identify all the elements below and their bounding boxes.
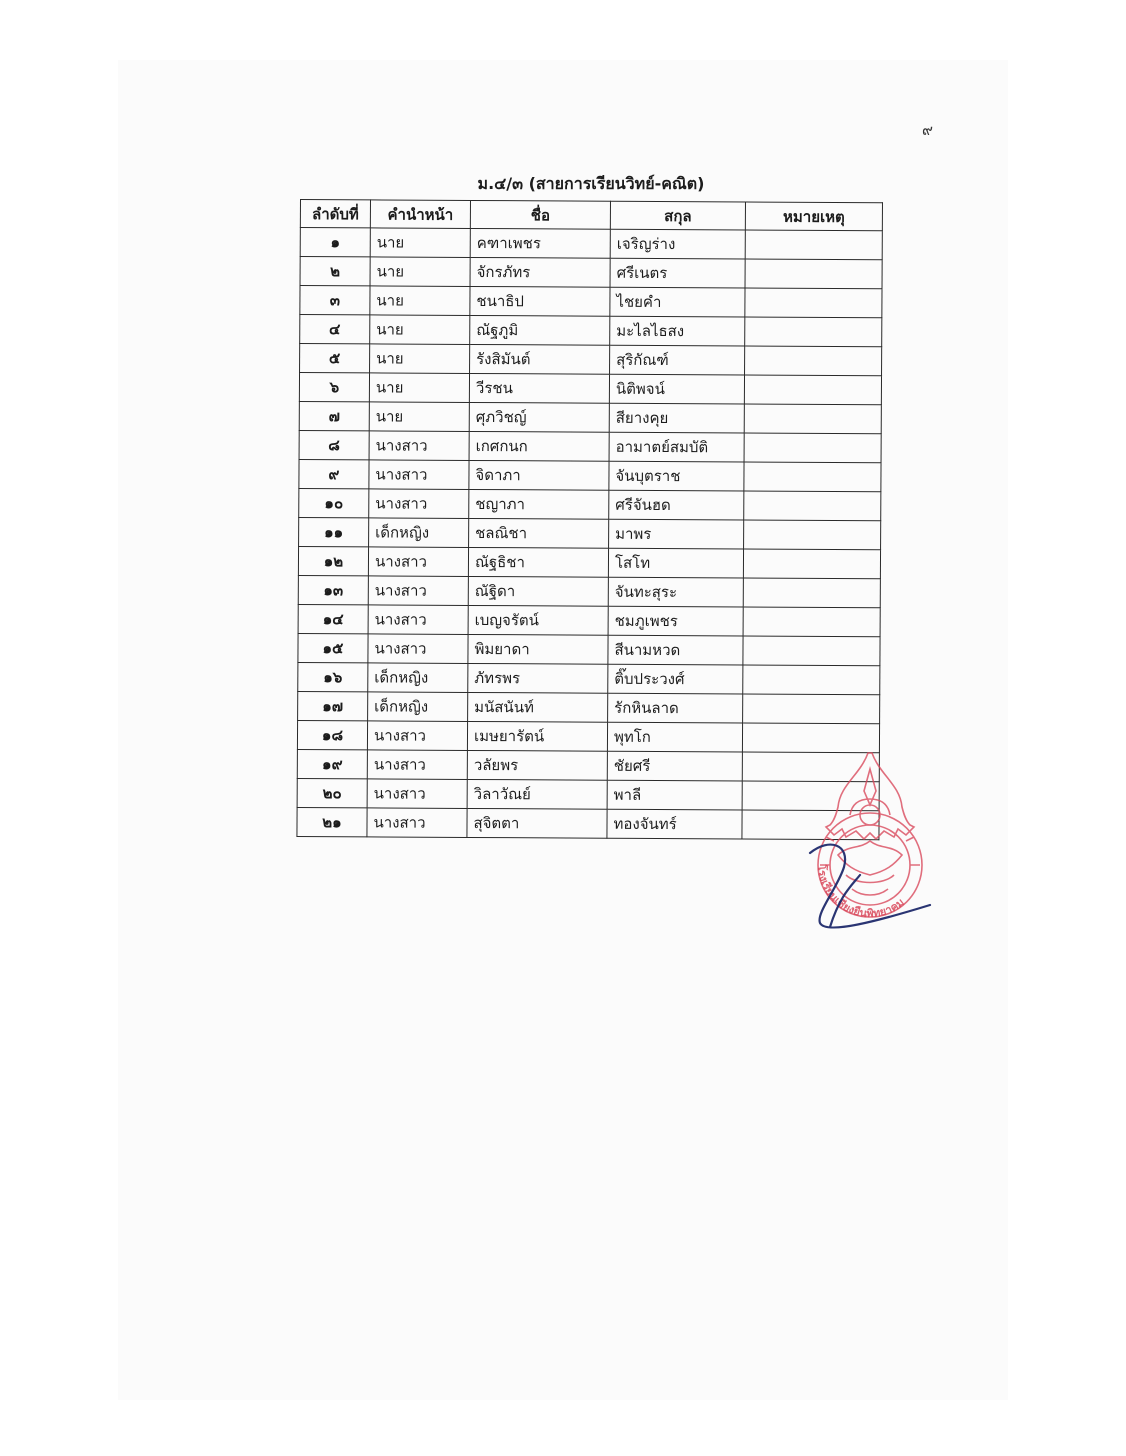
table-row bbox=[300, 257, 882, 289]
row-remarks bbox=[743, 607, 880, 637]
table-row bbox=[298, 691, 880, 723]
row-remarks bbox=[743, 549, 880, 579]
row-prefix: นางสาว bbox=[369, 431, 469, 461]
row-order-number: ๔ bbox=[300, 315, 370, 344]
row-order-number: ๑๘ bbox=[297, 720, 367, 749]
row-order-number: ๒๑ bbox=[297, 807, 367, 836]
row-last-name: ชมภูเพชร bbox=[608, 606, 743, 636]
row-prefix: นางสาว bbox=[368, 634, 468, 664]
header-order: ลำดับที่ bbox=[300, 200, 370, 228]
row-first-name: ณัฐิดา bbox=[468, 576, 608, 606]
row-order-number: ๖ bbox=[299, 373, 369, 402]
row-first-name: วิลาวัณย์ bbox=[467, 779, 607, 809]
row-order-number: ๕ bbox=[300, 344, 370, 373]
row-first-name: จิดาภา bbox=[469, 460, 609, 490]
row-remarks bbox=[745, 317, 882, 347]
table-header-row bbox=[300, 200, 882, 231]
row-prefix: นาย bbox=[370, 286, 470, 316]
row-prefix: นางสาว bbox=[368, 605, 468, 635]
row-remarks bbox=[745, 346, 882, 376]
row-prefix: นางสาว bbox=[367, 808, 467, 838]
row-first-name: วลัยพร bbox=[467, 750, 607, 780]
row-prefix: นาย bbox=[370, 315, 470, 345]
row-first-name: ชนาธิป bbox=[470, 286, 610, 316]
row-first-name: เมษยารัตน์ bbox=[467, 721, 607, 751]
row-remarks bbox=[745, 230, 882, 260]
row-first-name: ชลณิชา bbox=[469, 518, 609, 548]
table-row bbox=[299, 517, 881, 549]
table-row bbox=[298, 546, 880, 578]
header-first-name: ชื่อ bbox=[470, 200, 610, 229]
row-prefix: เด็กหญิง bbox=[368, 692, 468, 722]
row-last-name: จันทะสุระ bbox=[608, 577, 743, 607]
row-remarks bbox=[743, 636, 880, 666]
row-first-name: จักรภัทร bbox=[470, 257, 610, 287]
row-last-name: เจริญร่าง bbox=[610, 229, 745, 259]
row-prefix: นาย bbox=[370, 257, 470, 287]
table-row bbox=[299, 430, 881, 462]
row-last-name: สุริกัณฑ์ bbox=[610, 345, 745, 375]
row-prefix: นางสาว bbox=[369, 489, 469, 519]
table-row bbox=[298, 662, 880, 694]
row-order-number: ๑๒ bbox=[298, 546, 368, 575]
row-last-name: พุทโก bbox=[607, 722, 742, 752]
row-first-name: ศุภวิชญ์ bbox=[469, 402, 609, 432]
row-remarks bbox=[743, 665, 880, 695]
row-prefix: นางสาว bbox=[367, 779, 467, 809]
row-order-number: ๑๐ bbox=[299, 488, 369, 517]
row-order-number: ๒ bbox=[300, 257, 370, 286]
row-first-name: รังสิมันต์ bbox=[470, 344, 610, 374]
table-row bbox=[300, 228, 882, 260]
row-prefix: เด็กหญิง bbox=[368, 663, 468, 693]
row-last-name: ไชยคำ bbox=[610, 287, 745, 317]
row-first-name: ชญาภา bbox=[469, 489, 609, 519]
row-order-number: ๙ bbox=[299, 459, 369, 488]
table-row bbox=[298, 604, 880, 636]
row-order-number: ๒๐ bbox=[297, 778, 367, 807]
table-row bbox=[298, 575, 880, 607]
row-last-name: มะไลไธสง bbox=[610, 316, 745, 346]
row-last-name: ชัยศรี bbox=[607, 751, 742, 781]
row-prefix: นาย bbox=[370, 344, 470, 374]
row-first-name: พิมยาดา bbox=[468, 634, 608, 664]
row-last-name: ติ๊บประวงศ์ bbox=[608, 664, 743, 694]
row-remarks bbox=[744, 404, 881, 434]
table-row bbox=[300, 286, 882, 318]
row-prefix: นางสาว bbox=[368, 547, 468, 577]
row-last-name: นิติพจน์ bbox=[609, 374, 744, 404]
row-last-name: ศรีจันฮด bbox=[609, 490, 744, 520]
row-prefix: นาย bbox=[369, 402, 469, 432]
row-first-name: วีรชน bbox=[469, 373, 609, 403]
row-remarks bbox=[745, 259, 882, 289]
row-remarks bbox=[744, 462, 881, 492]
header-prefix: คำนำหน้า bbox=[370, 200, 470, 229]
row-remarks bbox=[743, 578, 880, 608]
page-number: ๙ bbox=[922, 121, 933, 139]
row-last-name: ทองจันทร์ bbox=[607, 809, 742, 839]
row-first-name: ภัทรพร bbox=[468, 663, 608, 693]
table-row bbox=[298, 633, 880, 665]
row-order-number: ๓ bbox=[300, 286, 370, 315]
row-first-name: เบญจรัตน์ bbox=[468, 605, 608, 635]
row-prefix: นางสาว bbox=[369, 460, 469, 490]
row-last-name: สียางคุย bbox=[609, 403, 744, 433]
row-last-name: สีนามหวด bbox=[608, 635, 743, 665]
row-order-number: ๑๕ bbox=[298, 633, 368, 662]
row-order-number: ๑๓ bbox=[298, 575, 368, 604]
seal-text: โรงเรียนเชียงยืนพิทยาคม bbox=[814, 864, 907, 921]
row-order-number: ๑ bbox=[300, 228, 370, 257]
row-first-name: ณัฐธิชา bbox=[468, 547, 608, 577]
row-prefix: นาย bbox=[369, 373, 469, 403]
table-row bbox=[300, 344, 882, 376]
row-prefix: นาย bbox=[370, 228, 470, 258]
row-order-number: ๑๗ bbox=[298, 691, 368, 720]
row-last-name: มาพร bbox=[609, 519, 744, 549]
row-last-name: พาลี bbox=[607, 780, 742, 810]
row-order-number: ๗ bbox=[299, 401, 369, 430]
row-prefix: นางสาว bbox=[367, 750, 467, 780]
table-row bbox=[299, 488, 881, 520]
row-order-number: ๑๖ bbox=[298, 662, 368, 691]
row-remarks bbox=[744, 491, 881, 521]
row-remarks bbox=[744, 433, 881, 463]
school-seal-stamp bbox=[790, 745, 950, 945]
row-remarks bbox=[745, 288, 882, 318]
row-order-number: ๑๑ bbox=[299, 517, 369, 546]
table-row bbox=[300, 315, 882, 347]
row-order-number: ๘ bbox=[299, 430, 369, 459]
table-row bbox=[299, 459, 881, 491]
row-order-number: ๑๙ bbox=[297, 749, 367, 778]
row-first-name: เกศกนก bbox=[469, 431, 609, 461]
row-remarks bbox=[744, 375, 881, 405]
header-remarks: หมายเหตุ bbox=[745, 202, 882, 231]
row-last-name: รักหินลาด bbox=[608, 693, 743, 723]
row-first-name: ณัฐภูมิ bbox=[470, 315, 610, 345]
table-row bbox=[299, 401, 881, 433]
row-remarks bbox=[744, 520, 881, 550]
row-first-name: คฑาเพชร bbox=[470, 228, 610, 258]
row-remarks bbox=[743, 694, 880, 724]
row-prefix: เด็กหญิง bbox=[369, 518, 469, 548]
row-last-name: อามาตย์สมบัติ bbox=[609, 432, 744, 462]
row-prefix: นางสาว bbox=[368, 576, 468, 606]
row-last-name: จันบุตราช bbox=[609, 461, 744, 491]
table-row bbox=[299, 373, 881, 405]
row-order-number: ๑๔ bbox=[298, 604, 368, 633]
header-last-name: สกุล bbox=[610, 201, 745, 230]
row-last-name: โสโท bbox=[608, 548, 743, 578]
row-first-name: มนัสนันท์ bbox=[468, 692, 608, 722]
row-first-name: สุจิตตา bbox=[467, 808, 607, 838]
row-prefix: นางสาว bbox=[367, 721, 467, 751]
class-title: ม.๔/๓ (สายการเรียนวิทย์-คณิต) bbox=[477, 174, 705, 193]
row-last-name: ศรีเนตร bbox=[610, 258, 745, 288]
